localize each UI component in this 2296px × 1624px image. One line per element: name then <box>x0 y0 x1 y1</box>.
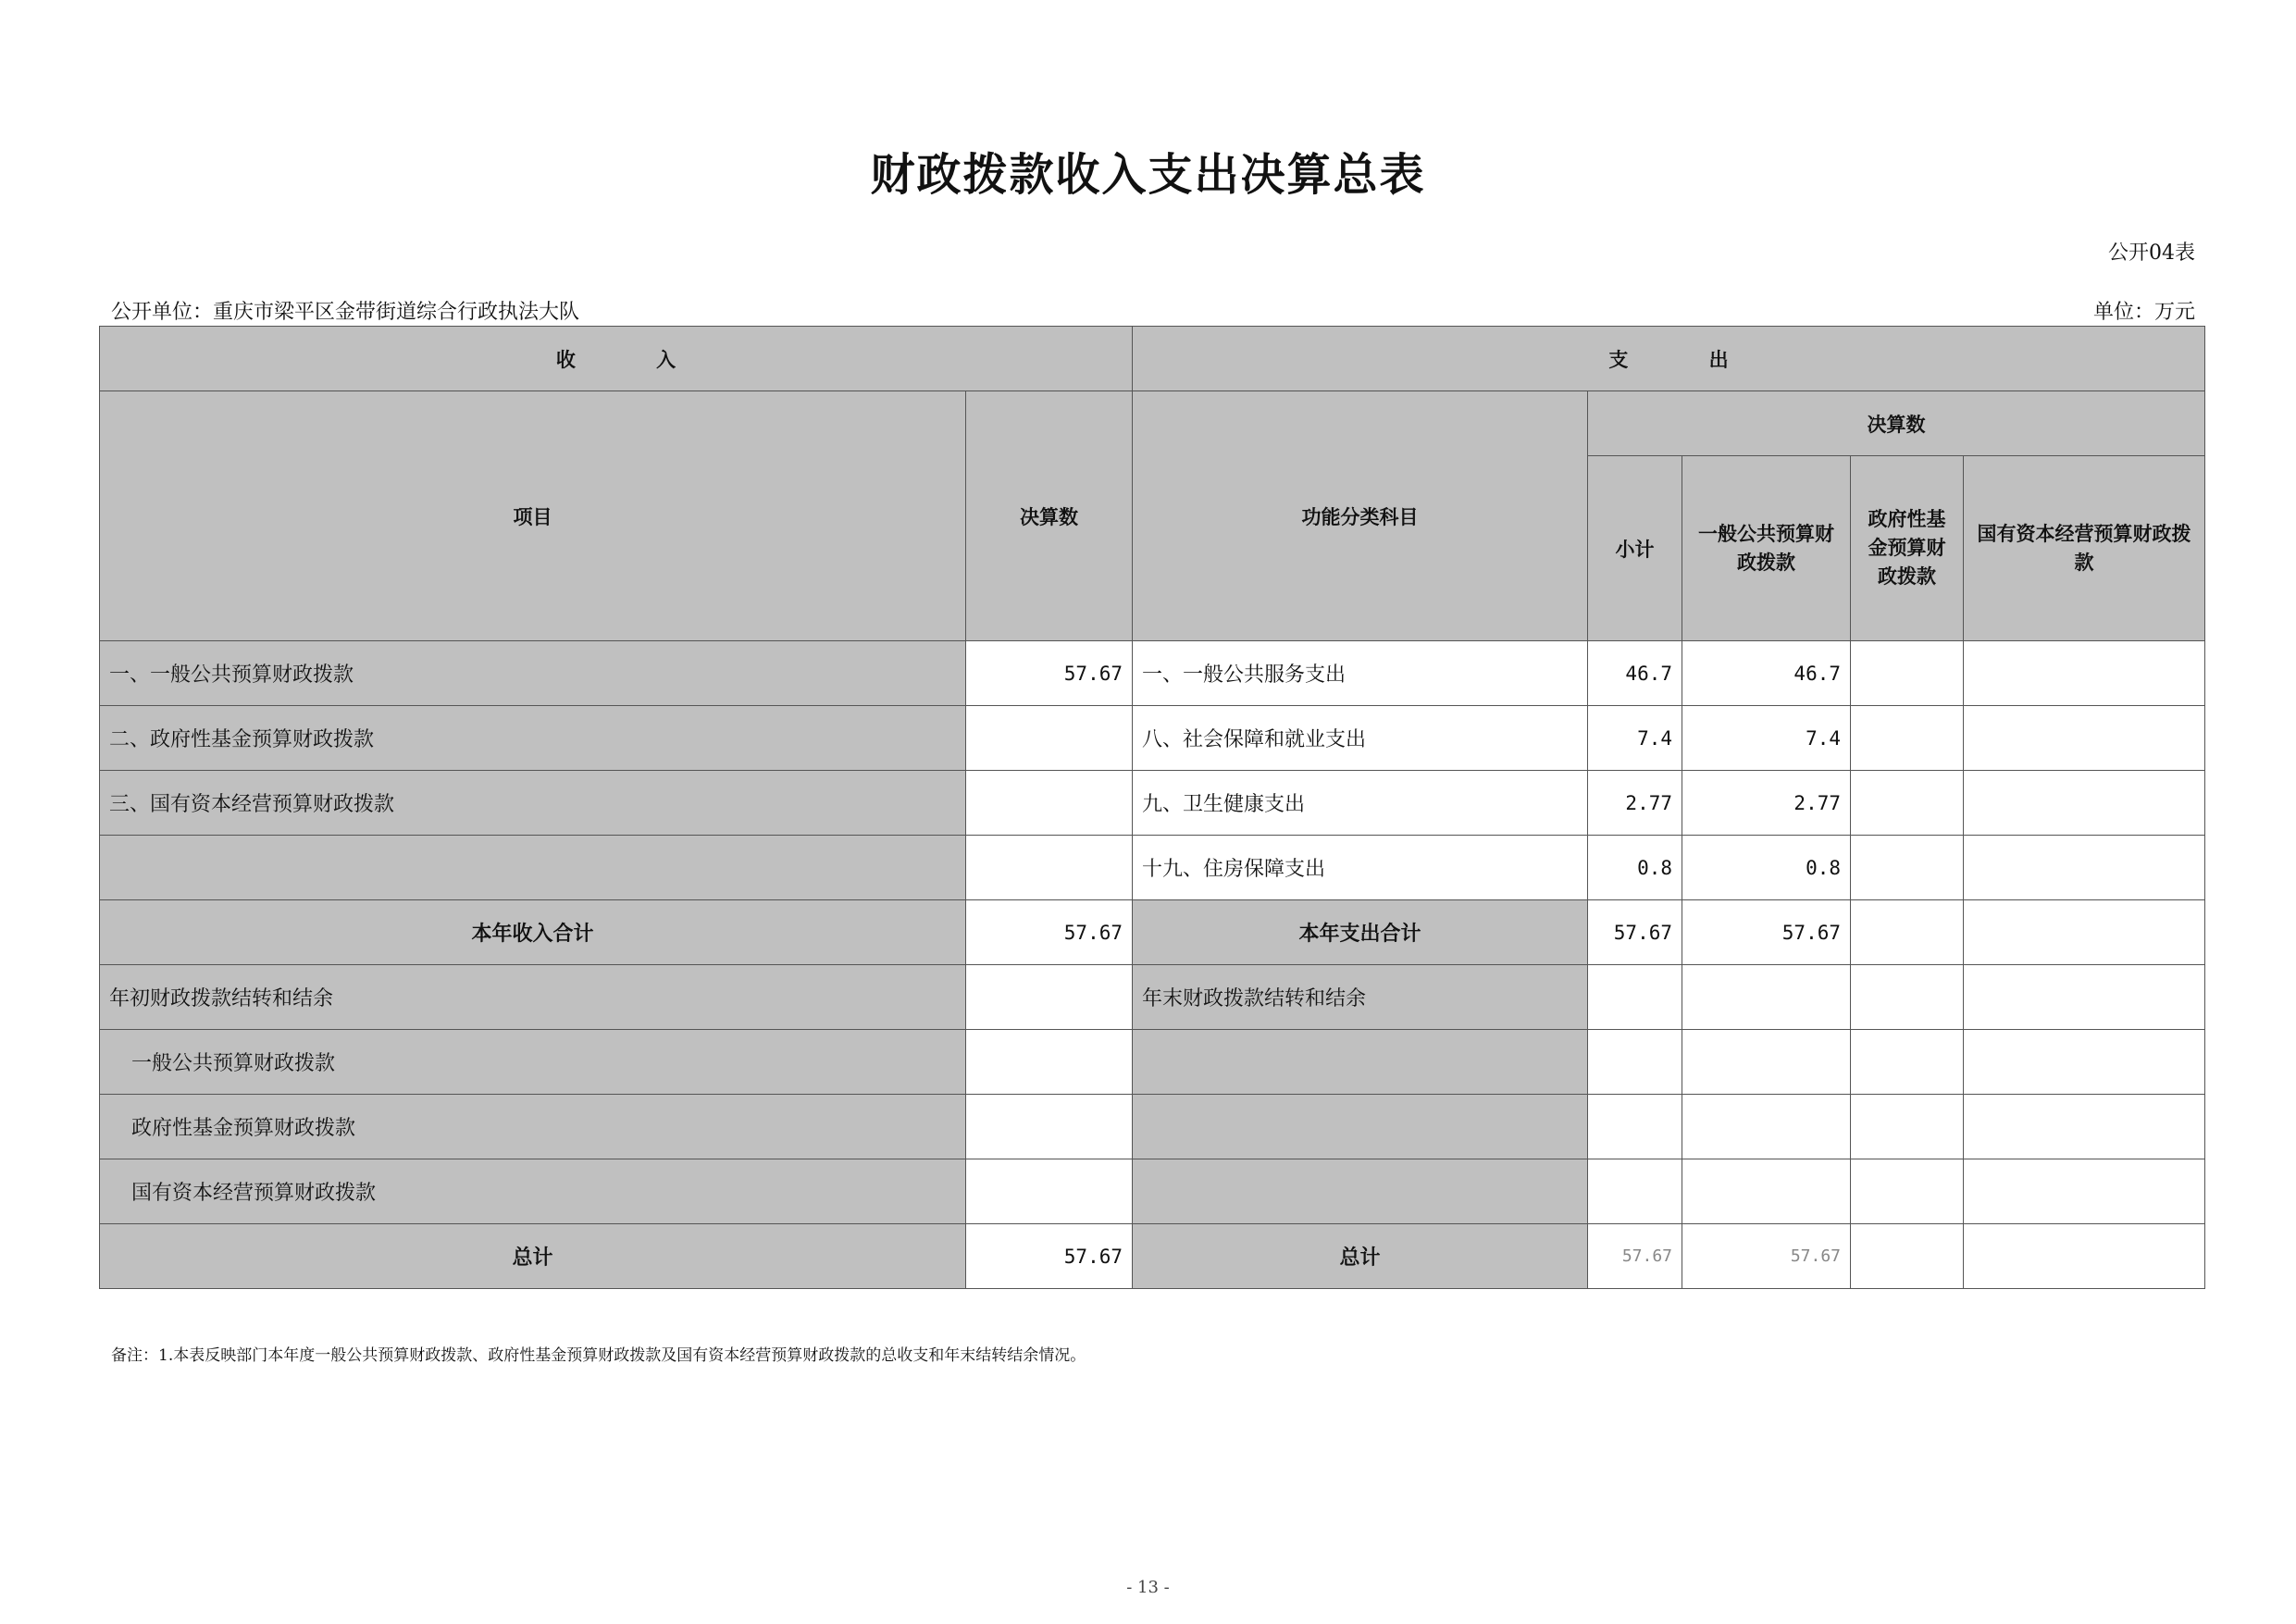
subtotal-cell: 46.7 <box>1588 641 1682 706</box>
category-cell: 九、卫生健康支出 <box>1133 771 1588 836</box>
state-capital-column-header: 国有资本经营预算财政拨款 <box>1964 456 2205 641</box>
item-cell: 一、一般公共预算财政拨款 <box>100 641 966 706</box>
currency-unit: 单位：万元 <box>2092 301 2195 324</box>
category-cell: 一、一般公共服务支出 <box>1133 641 1588 706</box>
table-row <box>100 836 2205 900</box>
gov-fund-cell <box>1851 836 1964 900</box>
item-column-header: 项目 <box>100 391 966 641</box>
state-capital-cell <box>1964 836 2205 900</box>
year-expense-subtotal: 57.67 <box>1588 900 1682 965</box>
amount-cell <box>966 706 1133 771</box>
grand-expense-subtotal: 57.67 <box>1588 1224 1682 1289</box>
item-cell: 三、国有资本经营预算财政拨款 <box>100 771 966 836</box>
grand-income-total-label: 总计 <box>100 1224 966 1289</box>
year-expense-general: 57.67 <box>1682 900 1851 965</box>
subtotal-cell: 2.77 <box>1588 771 1682 836</box>
category-cell: 十九、住房保障支出 <box>1133 836 1588 900</box>
grand-total-row <box>100 1224 2205 1289</box>
state-capital-cell <box>1964 706 2205 771</box>
year-income-total-amount: 57.67 <box>966 900 1133 965</box>
category-column-header: 功能分类科目 <box>1133 391 1588 641</box>
amount-cell <box>966 836 1133 900</box>
amount-column-header: 决算数 <box>966 391 1133 641</box>
item-cell <box>100 836 966 900</box>
grand-expense-general: 57.67 <box>1682 1224 1851 1289</box>
table-row <box>100 641 2205 706</box>
table-row <box>100 771 2205 836</box>
final-amount-group-header: 决算数 <box>1588 391 2205 456</box>
ending-carryover-label: 年末财政拨款结转和结余 <box>1133 965 1588 1030</box>
state-capital-cell <box>1964 771 2205 836</box>
category-cell: 八、社会保障和就业支出 <box>1133 706 1588 771</box>
carry-over-row <box>100 965 2205 1030</box>
reporting-unit: 公开单位：重庆市梁平区金带街道综合行政执法大队 <box>111 301 580 324</box>
carry-over-row <box>100 1030 2205 1095</box>
item-cell: 二、政府性基金预算财政拨款 <box>100 706 966 771</box>
amount-cell: 57.67 <box>966 641 1133 706</box>
general-cell: 7.4 <box>1682 706 1851 771</box>
expense-header: 支 出 <box>1133 327 2205 391</box>
year-expense-total-label: 本年支出合计 <box>1133 900 1588 965</box>
year-income-total-label: 本年收入合计 <box>100 900 966 965</box>
carryover-general-label: 一般公共预算财政拨款 <box>100 1030 966 1095</box>
budget-summary-table <box>99 326 2205 1289</box>
page-title: 财政拨款收入支出决算总表 <box>870 149 1426 201</box>
footnote: 备注：1.本表反映部门本年度一般公共预算财政拨款、政府性基金预算财政拨款及国有资本经营预算财政拨款的总收支和年末结转结余情况。 <box>111 1346 1086 1365</box>
carryover-gov-fund-label: 政府性基金预算财政拨款 <box>100 1095 966 1159</box>
income-header: 收 入 <box>100 327 1133 391</box>
general-cell: 2.77 <box>1682 771 1851 836</box>
grand-expense-total-label: 总计 <box>1133 1224 1588 1289</box>
beginning-carryover-label: 年初财政拨款结转和结余 <box>100 965 966 1030</box>
form-number: 公开04表 <box>2108 242 2195 265</box>
general-cell: 46.7 <box>1682 641 1851 706</box>
carry-over-row <box>100 1095 2205 1159</box>
subtotal-column-header: 小计 <box>1588 456 1682 641</box>
table-row <box>100 706 2205 771</box>
subtotal-cell: 7.4 <box>1588 706 1682 771</box>
carryover-state-capital-label: 国有资本经营预算财政拨款 <box>100 1159 966 1224</box>
general-cell: 0.8 <box>1682 836 1851 900</box>
gov-fund-cell <box>1851 771 1964 836</box>
grand-income-total-amount: 57.67 <box>966 1224 1133 1289</box>
gov-fund-column-header: 政府性基金预算财政拨款 <box>1851 456 1964 641</box>
gov-fund-cell <box>1851 706 1964 771</box>
amount-cell <box>966 771 1133 836</box>
page-number: - 13 - <box>1126 1578 1170 1597</box>
carry-over-row <box>100 1159 2205 1224</box>
gov-fund-cell <box>1851 641 1964 706</box>
state-capital-cell <box>1964 641 2205 706</box>
year-total-row <box>100 900 2205 965</box>
subtotal-cell: 0.8 <box>1588 836 1682 900</box>
general-budget-column-header: 一般公共预算财政拨款 <box>1682 456 1851 641</box>
